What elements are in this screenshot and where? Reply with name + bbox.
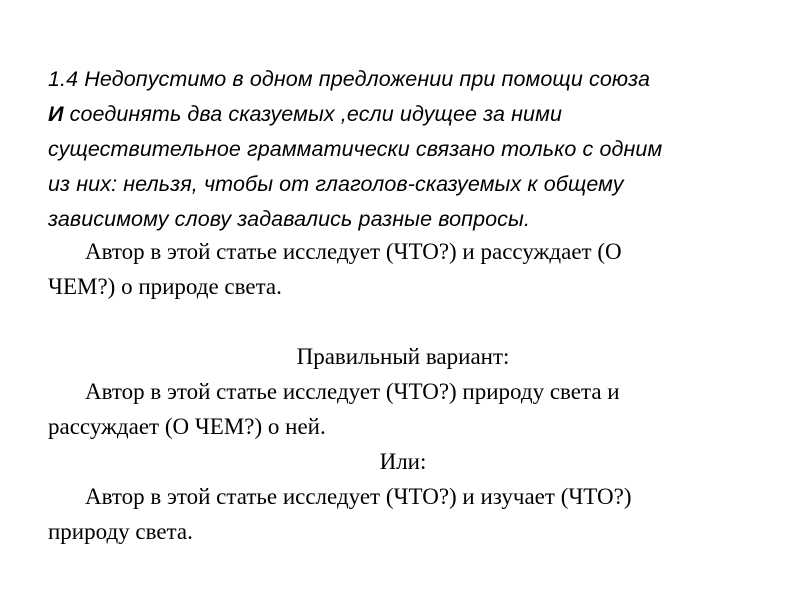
wrong-example-line-2: ЧЕМ?) о природе света. — [48, 274, 282, 299]
wrong-example-line-1: Автор в этой статье исследует (ЧТО?) и рассуждает (О — [85, 239, 622, 264]
examples-block — [48, 234, 758, 549]
correct-example-1-line-2: рассуждает (О ЧЕМ?) о ней. — [48, 414, 326, 439]
rule-line-1 — [48, 62, 758, 97]
correct-example-1-line-1: Автор в этой статье исследует (ЧТО?) природу света и — [85, 379, 620, 404]
rule-line-5: зависимому слову задавались разные вопросы. — [48, 207, 531, 231]
correct-variant-heading: Правильный вариант: — [296, 344, 510, 369]
correct-example-2-line-2: природу света. — [48, 519, 193, 544]
rule-paragraph — [48, 62, 758, 237]
or-label: Или: — [379, 449, 427, 474]
rule-line-3: существительное грамматически связано только с одним — [48, 137, 663, 161]
rule-line-2 — [48, 97, 758, 132]
rule-line-1-text: Недопустимо в одном предложении при помощи союза — [78, 67, 651, 91]
rule-number: 1.4 — [48, 67, 79, 91]
spacer — [48, 304, 758, 339]
rule-line-2-text: соединять два сказуемых ,если идущее за ними — [63, 102, 563, 126]
correct-example-2-line-1: Автор в этой статье исследует (ЧТО?) и изучает (ЧТО?) — [85, 484, 632, 509]
rule-line-4: из них: нельзя, чтобы от глаголов-сказуемых к общему — [48, 172, 624, 196]
conjunction-emphasis: И — [48, 102, 64, 126]
